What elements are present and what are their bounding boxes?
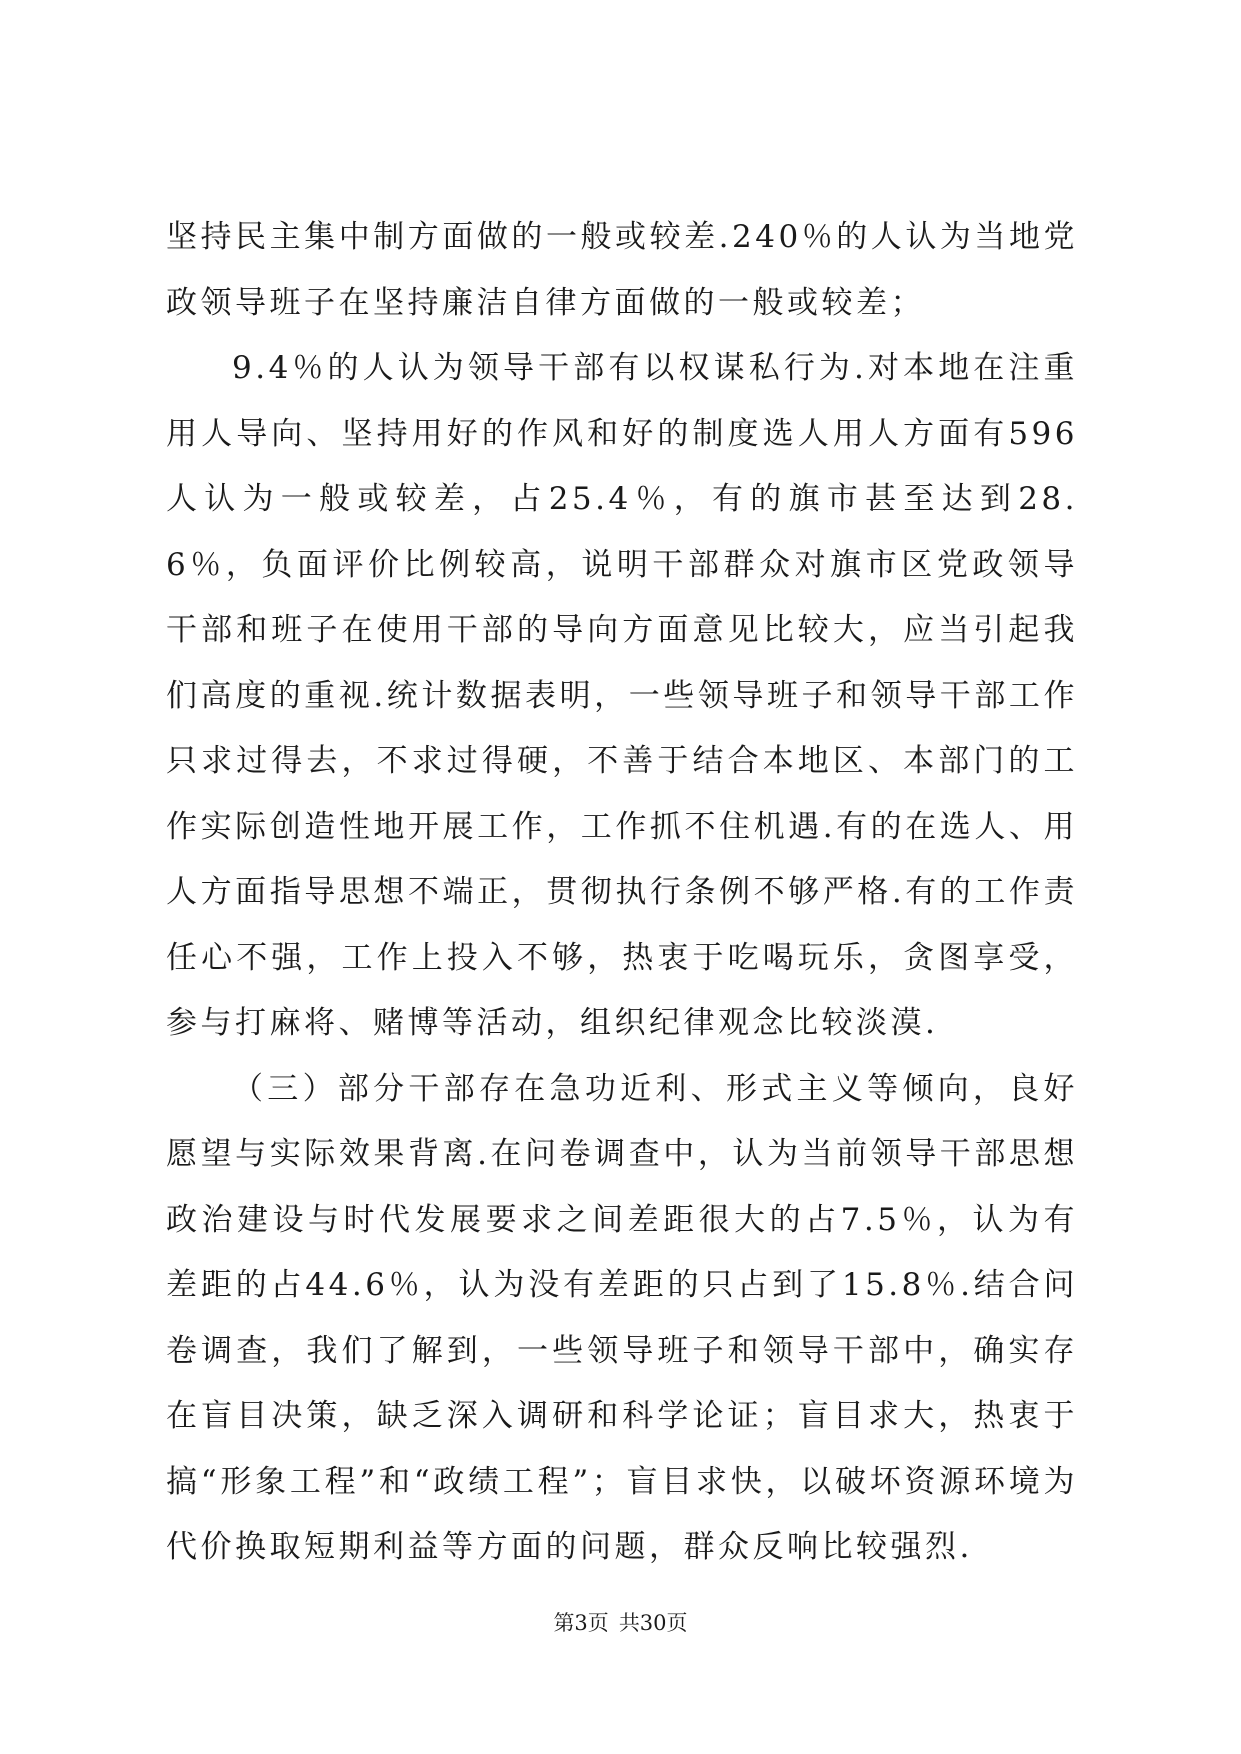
document-body bbox=[166, 205, 1078, 1581]
page-footer bbox=[0, 1608, 1241, 1638]
paragraph-survey-results: 9.4％的人认为领导干部有以权谋私行为.对本地在注重用人导向、坚持用好的作风和好的制度选人用人方面有596人认为一般或较差，占25.4％，有的旗市甚至达到28.6％，负面评价比例较高，说明干部群众对旗市区党政领导干部和班子在使用干部的导向方面意见比较大，应当引起我们高度的重视.统计数据表明，一些领导班子和领导干部工作只求过得去，不求过得硬，不善于结合本地区、本部门的工作实际创造性地开展工作，工作抓不住机遇.有的在选人、用人方面指导思想不端正，贯彻执行条例不够严格.有的工作责任心不强，工作上投入不够，热衷于吃喝玩乐，贪图享受，参与打麻将、赌博等活动，组织纪律观念比较淡漠. bbox=[166, 350, 1078, 1041]
paragraph-section-three: （三）部分干部存在急功近利、形式主义等倾向，良好愿望与实际效果背离.在问卷调查中，认为当前领导干部思想政治建设与时代发展要求之间差距很大的占7.5％，认为有差距的占44.6％，认为没有差距的只占到了15.8％.结合问卷调查，我们了解到，一些领导班子和领导干部中，确实存在盲目决策，缺乏深入调研和科学论证；盲目求大，热衷于搞“形象工程”和“政绩工程”；盲目求快，以破坏资源环境为代价换取短期利益等方面的问题，群众反响比较强烈. bbox=[166, 1070, 1078, 1565]
paragraph-continuation: 坚持民主集中制方面做的一般或较差.240％的人认为当地党政领导班子在坚持廉洁自律方面做的一般或较差； bbox=[166, 219, 1078, 321]
page-total: 共30页 bbox=[618, 1611, 688, 1635]
page-number: 第3页 bbox=[553, 1611, 609, 1635]
